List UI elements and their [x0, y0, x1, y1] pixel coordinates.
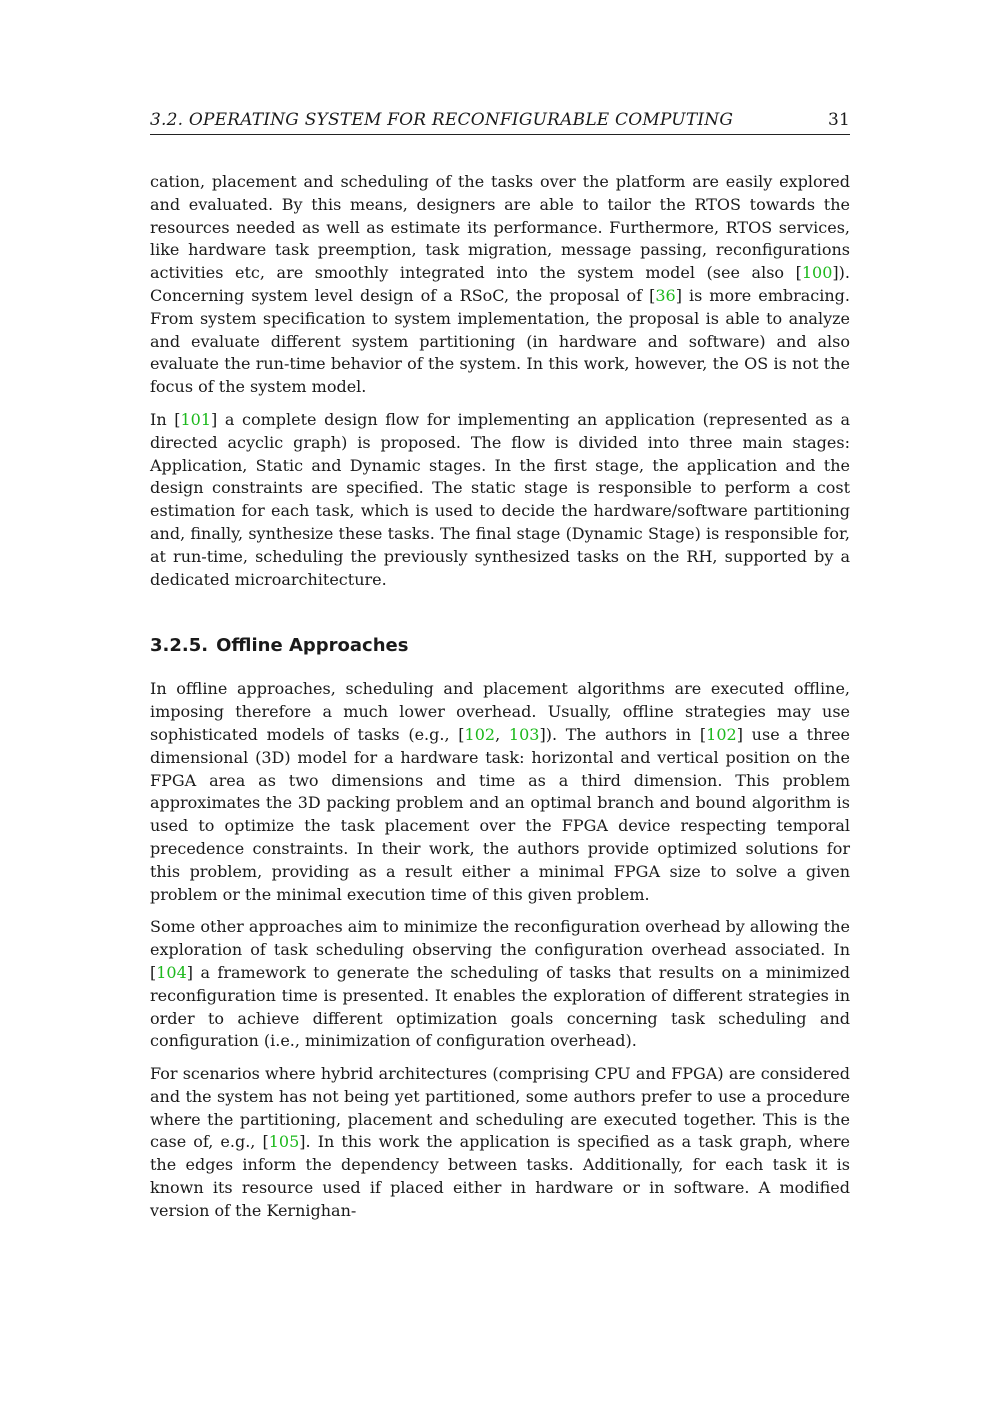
running-title: 3.2. OPERATING SYSTEM FOR RECONFIGURABLE COMPUTING: [150, 110, 734, 130]
paragraph-4: Some other approaches aim to minimize the reconfiguration overhead by allowing the exploration of task scheduling observing the configuration overhead associated. In [104] a framework to generate the scheduling of tasks that results on a minimized reconfiguration time is presented. It enables the exploration of different strategies in order to achieve different optimization goals concerning task scheduling and configuration (i.e., minimization of configuration overhead).: [150, 917, 850, 1051]
document-page: [150, 110, 850, 1233]
citation-link-102[interactable]: 102: [464, 724, 496, 744]
citation-link-102[interactable]: 102: [706, 724, 737, 744]
running-header: [150, 110, 850, 135]
citation-link-104[interactable]: 104: [156, 962, 187, 982]
citation-link-103[interactable]: 103: [508, 724, 540, 744]
citation-link-105[interactable]: 105: [268, 1132, 300, 1152]
paragraph-1: cation, placement and scheduling of the tasks over the platform are easily explored and evaluated. By this means, designers are able to tailor the RTOS towards the resources needed as well as estimate its performance. Furthermore, RTOS services, like hardware task preemption, task migration, message passing, reconfigurations activities etc, are smoothly integrated into the system model (see also [100]). Concerning system level design of a RSoC, the proposal of [36] is more embracing. From system specification to system implementation, the proposal is able to analyze and evaluate different system partitioning (in hardware and software) and also evaluate the run-time behavior of the system. In this work, however, the OS is not the focus of the system model.: [150, 172, 851, 397]
paragraph-2: In [101] a complete design flow for implementing an application (represented as a directed acyclic graph) is proposed. The flow is divided into three main stages: Application, Static and Dynamic stages. In the first stage, the application and the design constraints are specified. The static stage is responsible to perform a cost estimation for each task, which is used to decide the hardware/software partitioning and, finally, synthesize these tasks. The final stage (Dynamic Stage) is responsible for, at run-time, scheduling the previously synthesized tasks on the RH, supported by a dedicated microarchitecture.: [150, 409, 850, 589]
paragraph-3: In offline approaches, scheduling and placement algorithms are executed offline, imposing therefore a much lower overhead. Usually, offline strategies may use sophisticated models of tasks (e.g., [102, 103]). The authors in [102] use a three dimensional (3D) model for a hardware task: horizontal and vertical position on the FPGA area as two dimensions and time as a third dimension. This problem approximates the 3D packing problem and an optimal branch and bound algorithm is used to optimize the task placement over the FPGA device respecting temporal precedence constraints. In their work, the authors provide optimized solutions for this problem, providing as a result either a minimal FPGA size to solve a given problem or the minimal execution time of this given problem.: [150, 679, 851, 904]
citation-link-101[interactable]: 101: [180, 409, 212, 429]
citation-link-100[interactable]: 100: [801, 263, 833, 283]
citation-link-36[interactable]: 36: [655, 285, 676, 305]
section-title: Offline Approaches: [216, 635, 409, 657]
section-number: 3.2.5.: [150, 635, 209, 657]
page-number: 31: [827, 110, 850, 130]
section-heading: [150, 635, 850, 656]
body-text: [150, 171, 850, 1223]
paragraph-5: For scenarios where hybrid architectures (comprising CPU and FPGA) are considered and the system has not being yet partitioned, some authors prefer to use a procedure where the partitioning, placement and scheduling are executed together. This is the case of, e.g., [105]. In this work the application is specified as a task graph, where the edges inform the dependency between tasks. Additionally, for each task it is known its resource used if placed either in hardware or in software. A modified version of the Kernighan-: [150, 1064, 851, 1220]
